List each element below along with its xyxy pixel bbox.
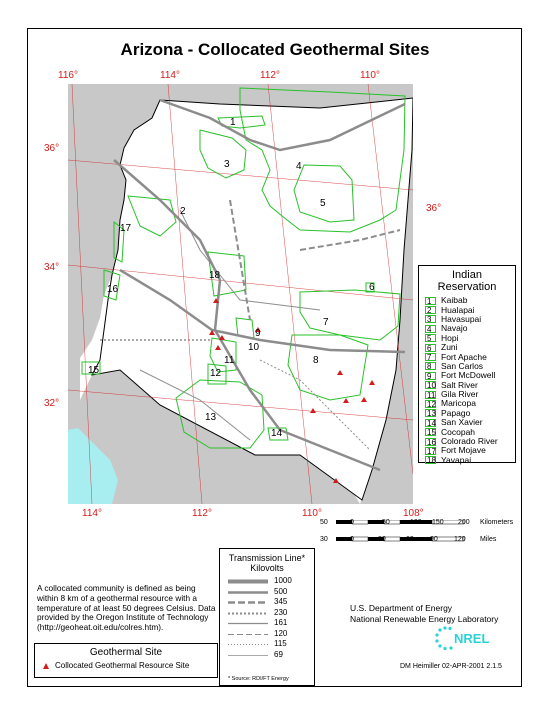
definition-note: A collocated community is defined as being within 8 km of a geothermal resource with a temperature of at least 50 degrees Celsius. Data provided by the Oregon Institute of Technology (http://geoheat.oit.edu/colres.htm). bbox=[37, 583, 216, 633]
reservation-name: Cocopah bbox=[441, 426, 476, 437]
map-label-17: 17 bbox=[120, 223, 132, 234]
transmission-legend-title: Transmission Line* bbox=[228, 553, 306, 563]
reservation-number: 2 bbox=[425, 306, 436, 314]
reservation-number: 10 bbox=[427, 381, 436, 391]
reservation-number: 18 bbox=[427, 456, 436, 466]
scale-km-tick-2: 50 bbox=[382, 519, 390, 526]
geothermal-legend-title: Geothermal Site bbox=[89, 647, 163, 658]
scale-km-tick-0: 50 bbox=[320, 519, 328, 526]
map-label-14: 14 bbox=[271, 428, 283, 439]
reservation-number: 16 bbox=[427, 437, 436, 447]
transmission-legend bbox=[219, 548, 315, 686]
transmission-row: 161 bbox=[274, 618, 288, 627]
map-label-13: 13 bbox=[205, 412, 217, 423]
transmission-row: 120 bbox=[274, 628, 288, 638]
reservation-number: 3 bbox=[425, 315, 436, 323]
map-label-2: 2 bbox=[180, 206, 186, 217]
reservation-legend-item bbox=[425, 343, 515, 352]
reservation-number: 9 bbox=[425, 372, 436, 380]
reservation-name: Papago bbox=[441, 407, 471, 418]
map-label-12: 12 bbox=[210, 368, 222, 379]
scale-mi-tick-2: 30 bbox=[378, 536, 386, 543]
scale-km-unit: Kilometers bbox=[480, 519, 514, 526]
map-label-8: 8 bbox=[313, 355, 319, 366]
map-label-1: 1 bbox=[230, 117, 236, 128]
transmission-row: 345 bbox=[274, 597, 288, 606]
geothermal-legend bbox=[34, 643, 218, 678]
reservation-number: 12 bbox=[427, 399, 436, 409]
lat-label-32: 32° bbox=[44, 398, 60, 409]
geothermal-legend-item bbox=[43, 661, 217, 670]
scale-mi-tick-4: 90 bbox=[430, 536, 438, 543]
transmission-legend-subtitle: Kilovolts bbox=[250, 563, 284, 573]
map-label-11: 11 bbox=[224, 355, 235, 366]
map-title: Arizona - Collocated Geothermal Sites bbox=[120, 40, 430, 59]
reservation-number: 1 bbox=[425, 297, 436, 305]
reservation-legend-item bbox=[425, 315, 515, 324]
map-label-16: 16 bbox=[107, 284, 119, 295]
reservation-name: Kaibab bbox=[441, 295, 468, 306]
reservation-legend-item bbox=[425, 334, 515, 343]
map-label-4: 4 bbox=[296, 161, 302, 172]
lon-label-bottom-112: 112° bbox=[192, 508, 212, 519]
scale-mi-tick-1: 0 bbox=[350, 536, 354, 543]
author-credit: DM Heimiller 02-APR-2001 2.1.5 bbox=[400, 663, 502, 670]
nrel-logo bbox=[434, 625, 504, 653]
reservation-number: 14 bbox=[427, 418, 436, 428]
transmission-row: 230 bbox=[274, 607, 288, 617]
transmission-row: 69 bbox=[274, 649, 283, 659]
lon-label-bottom-108: 108° bbox=[403, 508, 424, 519]
reservation-name: Yavapai bbox=[441, 454, 472, 465]
map-label-9: 9 bbox=[255, 328, 261, 339]
reservation-legend-list bbox=[425, 296, 515, 465]
lon-label-top-114: 114° bbox=[160, 70, 180, 81]
reservation-name: San Xavier bbox=[441, 417, 483, 428]
transmission-legend-list bbox=[220, 576, 314, 660]
lon-label-top-112: 112° bbox=[260, 70, 280, 81]
transmission-row: 1000 bbox=[274, 576, 292, 585]
transmission-row: 115 bbox=[274, 639, 287, 648]
lat-label-36: 36° bbox=[44, 143, 60, 154]
lon-label-bottom-110: 110° bbox=[302, 508, 322, 519]
map-label-18: 18 bbox=[209, 270, 221, 281]
lon-label-top-110: 110° bbox=[360, 70, 380, 81]
reservation-number: 17 bbox=[427, 446, 436, 456]
scale-mi-tick-5: 120 bbox=[454, 536, 466, 543]
scale-mi-unit: Miles bbox=[480, 536, 497, 543]
reservation-name: Gila River bbox=[441, 389, 479, 400]
reservation-name: Fort Mojave bbox=[441, 445, 486, 456]
scale-km-tick-3: 100 bbox=[410, 519, 422, 526]
reservation-name: Colorado River bbox=[441, 436, 498, 447]
reservation-legend bbox=[418, 265, 516, 466]
scale-mi-tick-0: 30 bbox=[320, 536, 328, 543]
agency-block bbox=[350, 603, 498, 625]
reservation-name: Hualapai bbox=[441, 304, 475, 315]
reservation-legend-item bbox=[425, 399, 515, 408]
scale-mi-tick-3: 60 bbox=[406, 536, 414, 543]
agency-nrel: National Renewable Energy Laboratory bbox=[350, 614, 499, 624]
reservation-name: Zuni bbox=[441, 342, 458, 353]
map-label-7: 7 bbox=[323, 317, 329, 328]
reservation-name: Havasupai bbox=[441, 313, 482, 324]
nrel-logo-text: NREL bbox=[454, 631, 490, 646]
triangle-icon bbox=[43, 663, 49, 669]
reservation-number: 6 bbox=[425, 344, 436, 352]
reservation-legend-item bbox=[425, 296, 515, 305]
map-label-3: 3 bbox=[224, 159, 230, 170]
reservation-number: 8 bbox=[425, 362, 436, 370]
transmission-row: 500 bbox=[274, 586, 288, 596]
lat-label-34: 34° bbox=[44, 262, 60, 273]
lon-label-bottom-114: 114° bbox=[82, 508, 102, 519]
reservation-name: Salt River bbox=[441, 379, 478, 390]
reservation-number: 15 bbox=[427, 428, 436, 438]
reservation-number: 11 bbox=[427, 390, 436, 400]
reservation-name: Maricopa bbox=[441, 398, 476, 409]
reservation-name: Hopi bbox=[441, 332, 459, 343]
map-label-15: 15 bbox=[88, 365, 100, 376]
scale-km-tick-1: 0 bbox=[350, 519, 354, 526]
map-label-6: 6 bbox=[369, 282, 375, 293]
reservation-number: 4 bbox=[425, 325, 436, 333]
transmission-source: * Source: RDI/FT Energy bbox=[228, 676, 289, 682]
reservation-number: 7 bbox=[425, 353, 436, 361]
map-label-10: 10 bbox=[248, 342, 260, 353]
reservation-name: Navajo bbox=[441, 323, 468, 334]
scale-km-tick-4: 150 bbox=[432, 519, 444, 526]
scale-km-tick-5: 200 bbox=[458, 519, 470, 526]
reservation-name: Fort McDowell bbox=[441, 370, 496, 381]
reservation-number: 5 bbox=[425, 334, 436, 342]
map-label-5: 5 bbox=[320, 198, 326, 209]
reservation-name: San Carlos bbox=[441, 360, 484, 371]
reservation-name: Fort Apache bbox=[441, 351, 487, 362]
agency-doe: U.S. Department of Energy bbox=[350, 603, 453, 613]
lat-label-right-36: 36° bbox=[426, 203, 442, 214]
reservation-legend-item bbox=[425, 456, 515, 465]
reservation-number: 13 bbox=[427, 409, 436, 419]
geothermal-legend-item-label: Collocated Geothermal Resource Site bbox=[55, 661, 190, 670]
lon-label-top-116: 116° bbox=[58, 70, 78, 81]
reservation-legend-title: Indian Reservation bbox=[437, 269, 497, 293]
reservation-legend-item bbox=[425, 324, 515, 333]
